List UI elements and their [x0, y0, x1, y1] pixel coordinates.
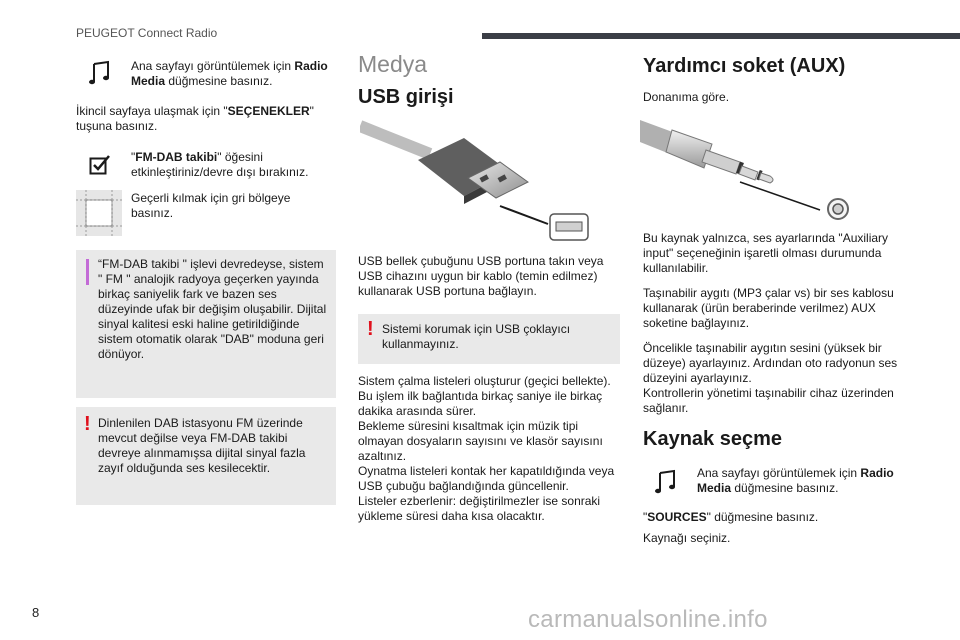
- header-bar: [482, 33, 960, 39]
- page-header: PEUGEOT Connect Radio: [76, 26, 218, 40]
- step-radio-media: [131, 59, 331, 89]
- step-text: İkincil sayfaya ulaşmak için ": [76, 104, 228, 118]
- step-text: " öğesini etkinleştiriniz/devre dışı bırakınız.: [131, 150, 309, 179]
- aux-subtitle: Donanıma göre.: [643, 90, 730, 104]
- aux-jack-illustration: [640, 112, 855, 222]
- info-note: “FM-DAB takibi " işlevi devredeyse, sistem " FM " analojik radyoya geçerken yayında birkaç saniyelik fark ve bazen ses düzeyinde ufak bir değişim oluşabilir. Dijital sinyal kalitesi eski haline getirildiğinde sistem otomatik olarak "DAB" moduna geri dönüyor.: [98, 257, 327, 361]
- source-step-sources: [643, 510, 905, 525]
- usb-stick-illustration: [360, 120, 592, 246]
- source-step-radio-media: [697, 466, 897, 496]
- usb-warning: Sistemi korumak için USB çoklayıcı kullanmayınız.: [382, 322, 571, 351]
- step-fm-dab: [131, 150, 331, 180]
- step-confirm: Geçerli kılmak için gri bölgeye basınız.: [131, 191, 291, 220]
- aux-para-3: Öncelikle taşınabilir aygıtın sesini (yüksek bir düzeye) ayarlayınız. Ardından oto radyonun ses düzeyini ayarlayınız. Kontrollerin yönetimi taşınabilir cihaz üzerinden sağlanır.: [643, 341, 898, 415]
- radio-media-label: Radio Media: [131, 59, 328, 88]
- step-text: Ana sayfayı görüntülemek için: [697, 466, 861, 480]
- aux-para-1: Bu kaynak yalnızca, ses ayarlarında "Auxiliary input" seçeneğinin işaretli olması durumunda kullanılabilir.: [643, 231, 889, 275]
- step-text: düğmesine basınız.: [165, 74, 273, 88]
- source-step-select: Kaynağı seçiniz.: [643, 531, 731, 545]
- source-heading: Kaynak seçme: [643, 428, 782, 450]
- options-label: SEÇENEKLER: [227, 104, 310, 118]
- warning-note: Dinlenilen DAB istasyonu FM üzerinde mevcut değilse veya FM-DAB takibi devreye alınmamışsa dijital sinyal fazla zayıf olduğunda ses kesilecektir.: [98, 416, 306, 475]
- step-text: ": [131, 150, 136, 164]
- aux-heading: Yardımcı soket (AUX): [643, 55, 846, 77]
- usb-para-2: Sistem çalma listeleri oluşturur (geçici bellekte). Bu işlem ilk bağlantıda birkaç saniye ile birkaç dakika arasında sürer. Bekleme süresini kısaltmak için müzik tipi olmayan dosyaların sayısını ve klasör sayısını azaltınız. Oynatma listeleri kontak her kapatıldığında veya USB çubuğu bağlandığında güncellenir. Listeler ezberlenir: değiştirilmezler ise sonraki yükleme süresi daha kısa olacaktır.: [358, 374, 615, 523]
- watermark: carmanualsonline.info: [528, 606, 768, 633]
- step-text: " tuşuna basınız.: [76, 104, 314, 133]
- aux-para-2: Taşınabilir aygıtı (MP3 çalar vs) bir ses kablosu kullanarak (ürün beraberinde verilmez) AUX soketine bağlayınız.: [643, 286, 894, 330]
- radio-media-label: Radio Media: [697, 466, 894, 495]
- step-text: " düğmesine basınız.: [706, 510, 819, 524]
- usb-para-1: USB bellek çubuğunu USB portuna takın veya USB cihazını uygun bir kablo (temin edilmez) kullanarak USB portuna bağlayın.: [358, 254, 604, 298]
- sources-label: SOURCES: [647, 510, 707, 524]
- step-text: düğmesine basınız.: [731, 481, 839, 495]
- checkbox-icon: [89, 153, 111, 175]
- info-bar-icon: [86, 259, 89, 285]
- music-note-icon: [654, 469, 678, 495]
- warning-icon: !: [84, 413, 91, 435]
- step-text: Ana sayfayı görüntülemek için: [131, 59, 295, 73]
- step-text: ": [643, 510, 648, 524]
- section-title: Medya: [358, 51, 428, 77]
- step-options: [76, 104, 331, 134]
- warning-icon: !: [367, 318, 374, 340]
- fm-dab-label: FM-DAB takibi: [135, 150, 218, 164]
- music-note-icon: [88, 60, 112, 86]
- page-number: 8: [32, 605, 40, 620]
- usb-heading: USB girişi: [358, 86, 454, 108]
- grey-zone-icon: [76, 190, 122, 236]
